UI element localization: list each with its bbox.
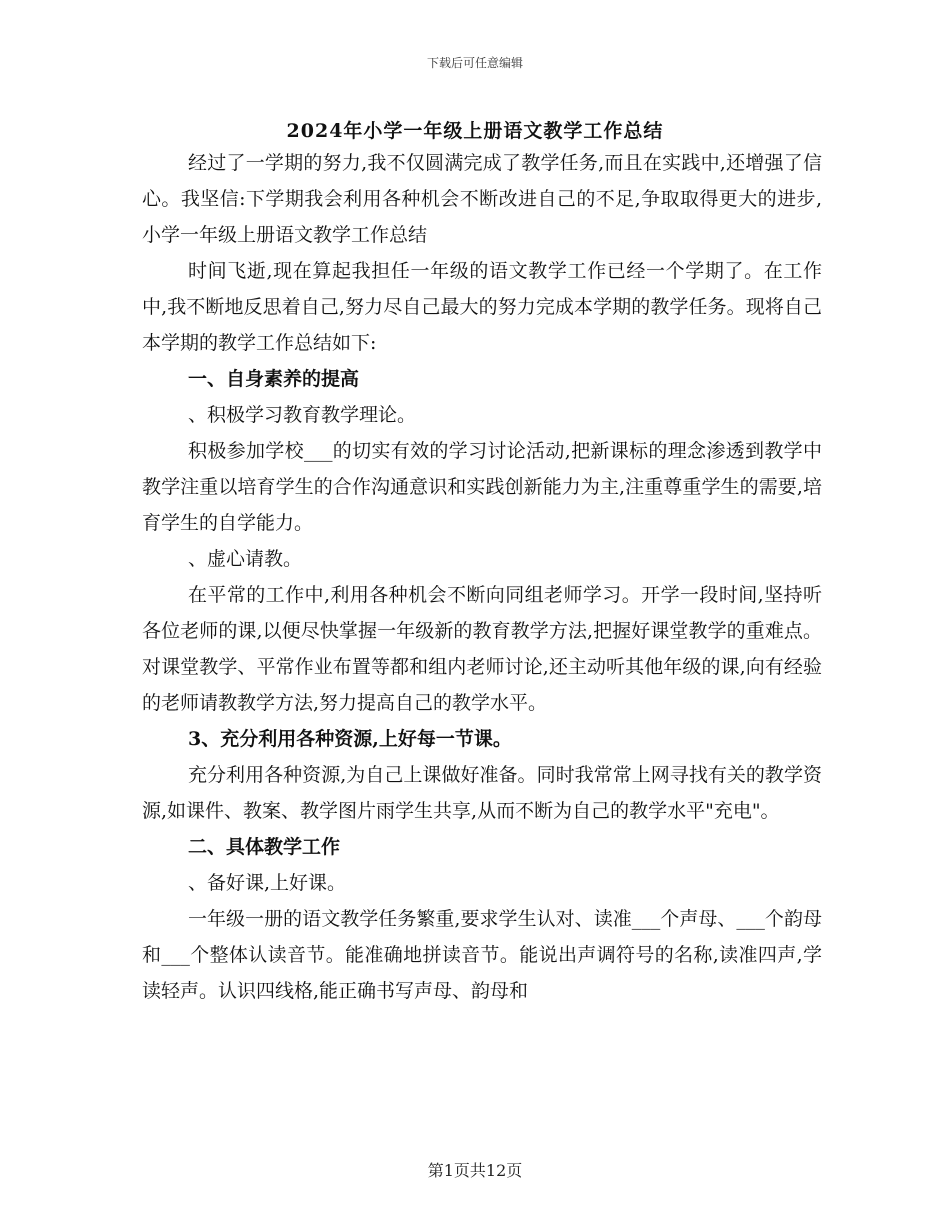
paragraph: 充分利用各种资源,为自己上课做好准备。同时我常常上网寻找有关的教学资源,如课件、教案、教学图片雨学生共享,从而不断为自己的教学水平"充电"。 — [142, 764, 822, 822]
document-body — [142, 145, 822, 1009]
paragraph: 积极参加学校___的切实有效的学习讨论活动,把新课标的理念渗透到教学中教学注重以培育学生的合作沟通意识和实践创新能力为主,注重尊重学生的需要,培育学生的自学能力。 — [142, 440, 822, 534]
document-title: 2024年小学一年级上册语文教学工作总结 — [286, 120, 664, 142]
page-footer: 第1页共12页 — [427, 1161, 523, 1180]
paragraph: 时间飞逝,现在算起我担任一年级的语文教学工作已经一个学期了。在工作中,我不断地反思着自己,努力尽自己最大的努力完成本学期的教学任务。现将自己本学期的教学工作总结如下: — [142, 260, 822, 354]
paragraph: 经过了一学期的努力,我不仅圆满完成了教学任务,而且在实践中,还增强了信心。我坚信:下学期我会利用各种机会不断改进自己的不足,争取取得更大的进步,小学一年级上册语文教学工作总结 — [142, 152, 822, 246]
header-note: 下载后可任意编辑 — [426, 56, 523, 70]
paragraph: 、积极学习教育教学理论。 — [188, 404, 417, 426]
paragraph: 一年级一册的语文教学任务繁重,要求学生认对、读准___个声母、___个韵母和___个整体认读音节。能准确地拼读音节。能说出声调符号的名称,读准四声,学读轻声。认识四线格,能正确书写声母、韵母和 — [142, 908, 822, 1002]
section-heading: 一、自身素养的提高 — [188, 368, 360, 390]
section-heading: 二、具体教学工作 — [188, 836, 341, 858]
paragraph: 、备好课,上好课。 — [188, 872, 347, 894]
paragraph: 、虚心请教。 — [188, 548, 303, 570]
section-heading: 3、充分利用各种资源,上好每一节课。 — [188, 728, 512, 750]
paragraph: 在平常的工作中,利用各种机会不断向同组老师学习。开学一段时间,坚持听各位老师的课,以便尽快掌握一年级新的教育教学方法,把握好课堂教学的重难点。对课堂教学、平常作业布置等都和组内老师讨论,还主动听其他年级的课,向有经验的老师请教教学方法,努力提高自己的教学水平。 — [142, 584, 822, 714]
